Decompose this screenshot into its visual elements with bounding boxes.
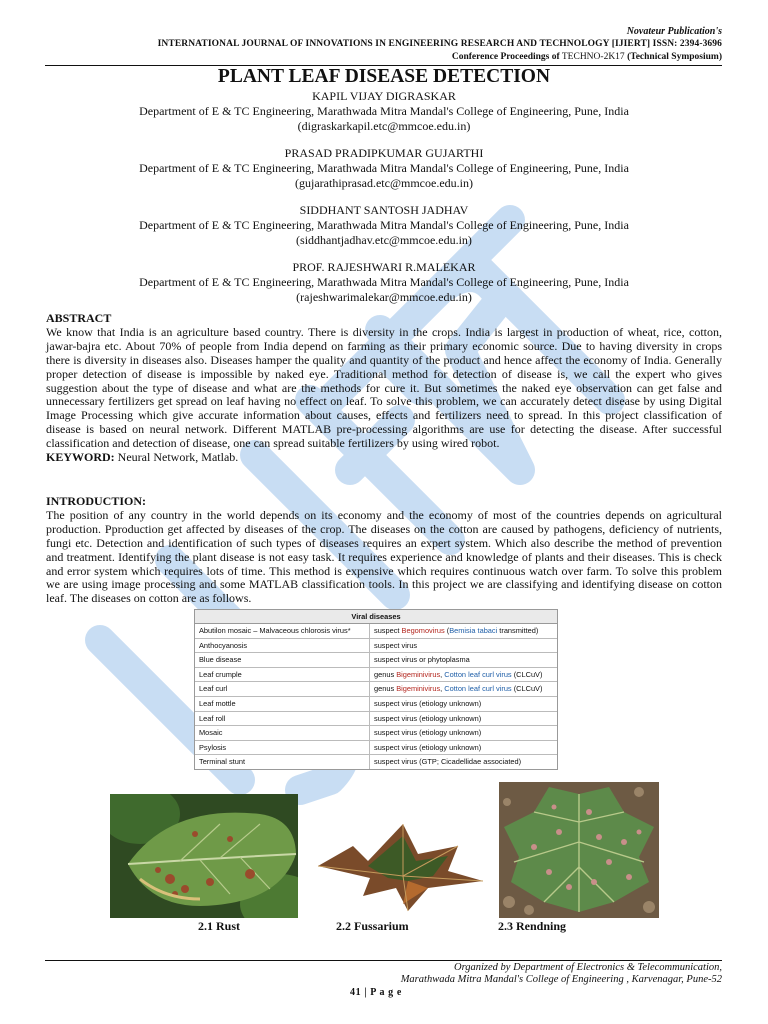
disease-name-cell: Leaf curl [195, 682, 370, 696]
disease-cause-cell [370, 712, 557, 726]
viral-diseases-table [194, 609, 558, 770]
author-email: (rajeshwarimalekar@mmcoe.edu.in) [296, 290, 472, 304]
journal-title: INTERNATIONAL JOURNAL OF INNOVATIONS IN ENGINEERING RESEARCH AND TECHNOLOGY [IJIERT] ISSN: 2394-3696 [157, 39, 722, 49]
cause-segment: , [440, 684, 445, 694]
disease-cause-cell [370, 726, 557, 740]
disease-name-cell: Abutilon mosaic – Malvaceous chlorosis virus* [195, 624, 370, 638]
page-number: 41 | P a g e [350, 987, 402, 998]
cause-segment: (CLCuV) [511, 669, 543, 679]
keywords [46, 451, 722, 465]
author-list [0, 89, 768, 317]
disease-cause-cell [370, 741, 557, 755]
cause-segment: Bigeminivirus [396, 684, 441, 694]
introduction-heading: INTRODUCTION: [46, 494, 147, 508]
cause-segment: transmitted) [497, 626, 539, 635]
footer-college: Marathwada Mitra Mandal's College of Engineering , Karvenagar, Pune-52 [400, 974, 722, 985]
cause-segment: suspect virus (etiology unknown) [374, 742, 482, 752]
disease-cause-cell [370, 755, 557, 769]
cause-segment: suspect virus (etiology unknown) [374, 728, 482, 738]
keyword-text: Neural Network, Matlab. [114, 450, 239, 465]
author-block [0, 146, 768, 191]
table-row [195, 668, 557, 683]
figure-caption: 2.2 Fussarium [336, 919, 409, 933]
author-affiliation: Department of E & TC Engineering, Marathwada Mitra Mandal's College of Engineering, Pune, India [139, 161, 629, 175]
disease-name-cell: Anthocyanosis [195, 639, 370, 653]
rendning-leaf-photo [499, 782, 659, 918]
cause-segment: Begomovirus [401, 626, 445, 635]
author-block [0, 89, 768, 134]
cause-segment: genus [374, 684, 397, 694]
table-row [195, 741, 557, 756]
cause-segment: Cotton leaf curl virus [444, 684, 512, 694]
author-name: KAPIL VIJAY DIGRASKAR [312, 89, 456, 103]
fussarium-leaf-photo [308, 816, 486, 916]
disease-name-cell: Blue disease [195, 653, 370, 667]
disease-cause-cell [370, 697, 557, 711]
cause-segment: suspect virus [374, 640, 418, 650]
footer-rule [45, 960, 722, 961]
cause-segment: Cotton leaf curl virus [444, 669, 512, 679]
disease-name-cell: Psylosis [195, 741, 370, 755]
disease-cause-cell [370, 639, 557, 653]
disease-cause-cell [370, 653, 557, 667]
footer [401, 962, 722, 986]
keyword-label: KEYWORD: [46, 450, 115, 465]
disease-name-cell: Leaf mottle [195, 697, 370, 711]
table-row [195, 697, 557, 712]
introduction-text: The position of any country in the world depends on its economy and the economy of most of the countries depends on agricultural production. Pproduction get affected by diseases of the crop. The diseases on the cotton are caused by pathogens, deficiency of nutrients, fungi etc. Detection and identification of such types of diseases requires an expert system. Which also describe the method of prevention and treatment. Identifying the plant disease is not easy task. It requires experience and knowledge of plants and their diseases. This is check and error system which requires lots of time. This method is expensive which requires continuous watch over farm. To solve this problem we are using image processing and some MATLAB classification tools. In this project we are classifying and identifying disease on cotton leaf. The diseases on cotton are as follows. [46, 507, 722, 606]
introduction-section [46, 495, 722, 606]
cause-segment: suspect virus (etiology unknown) [374, 698, 482, 708]
table-title: Viral diseases [195, 610, 557, 624]
disease-name-cell: Leaf roll [195, 712, 370, 726]
figure-caption: 2.3 Rendning [498, 919, 567, 933]
footer-organizer: Organized by Department of Electronics & Telecommunication, [453, 962, 722, 973]
author-affiliation: Department of E & TC Engineering, Marathwada Mitra Mandal's College of Engineering, Pune, India [139, 275, 629, 289]
paper-title: PLANT LEAF DISEASE DETECTION [217, 66, 551, 87]
conference-line [452, 52, 722, 62]
cause-segment: ( [444, 626, 450, 635]
disease-cause-cell [370, 682, 557, 696]
abstract-heading: ABSTRACT [46, 311, 112, 325]
table-row [195, 624, 557, 639]
cause-segment: suspect [374, 626, 402, 635]
publisher-name: Novateur Publication's [626, 26, 722, 37]
author-affiliation: Department of E & TC Engineering, Marathwada Mitra Mandal's College of Engineering, Pune, India [139, 218, 629, 232]
table-row [195, 653, 557, 668]
cause-segment: suspect virus or phytoplasma [374, 655, 470, 665]
cause-segment: , [440, 669, 445, 679]
figure-caption: 2.1 Rust [198, 919, 241, 933]
disease-name-cell: Leaf crumple [195, 668, 370, 682]
table-row [195, 755, 557, 769]
cause-segment: suspect virus (etiology unknown) [374, 713, 482, 723]
cause-segment: Bigeminivirus [396, 669, 441, 679]
author-email: (digraskarkapil.etc@mmcoe.edu.in) [297, 119, 471, 133]
author-name: SIDDHANT SANTOSH JADHAV [299, 203, 469, 217]
author-name: PRASAD PRADIPKUMAR GUJARTHI [284, 146, 484, 160]
conference-prefix: Conference Proceedings of [451, 52, 560, 62]
abstract-section [46, 312, 722, 465]
author-block [0, 260, 768, 305]
disease-cause-cell [370, 668, 557, 682]
abstract-text: We know that India is an agriculture based country. There is diversity in the crops. India is largest in production of wheat, rice, cotton, jawar-bajra etc. About 70% of people from India depend on farming as their primary economic source. Due to having diversity in crops there is diversity in diseases also. Diseases hamper the quality and quantity of the product and hence affect the economy of India. Generally proper detection of disease is impossible by naked eye. Traditional method for detection of disease is, we call the expert who gives suggestion about the type of disease and what are the methods for cure it. But sometimes the naked eye observation can get false and unnecessary fertilizers get spread on leaf having no effect on leaf. To solve this problem, we can accurately detect disease by using Digital Image Processing which give accurate information about causes, effects and fertilizers need to spread. In this project classification of disease is based on neural network. Different MATLAB pre-processing algorithms are use for detecting the disease. After successful classification and detection of disease, one can spread suitable fertilizers by using wired robot. [46, 324, 722, 451]
disease-cause-cell [370, 624, 557, 638]
conference-name: TECHNO-2K17 [561, 52, 625, 62]
disease-name-cell: Terminal stunt [195, 755, 370, 769]
cause-segment: suspect virus (GTP; Cicadellidae associated) [374, 757, 522, 767]
cause-segment: genus [374, 669, 397, 679]
conference-suffix: (Technical Symposium) [627, 52, 722, 62]
table-row [195, 639, 557, 654]
rust-leaf-photo [110, 794, 298, 918]
cause-segment: Bemisia tabaci [449, 626, 498, 635]
disease-name-cell: Mosaic [195, 726, 370, 740]
author-email: (gujarathiprasad.etc@mmcoe.edu.in) [295, 176, 473, 190]
author-block [0, 203, 768, 248]
author-affiliation: Department of E & TC Engineering, Marathwada Mitra Mandal's College of Engineering, Pune, India [139, 104, 629, 118]
author-email: (siddhantjadhav.etc@mmcoe.edu.in) [296, 233, 472, 247]
cause-segment: (CLCuV) [511, 684, 543, 694]
table-row [195, 682, 557, 697]
author-name: PROF. RAJESHWARI R.MALEKAR [292, 260, 476, 274]
table-row [195, 712, 557, 727]
table-row [195, 726, 557, 741]
